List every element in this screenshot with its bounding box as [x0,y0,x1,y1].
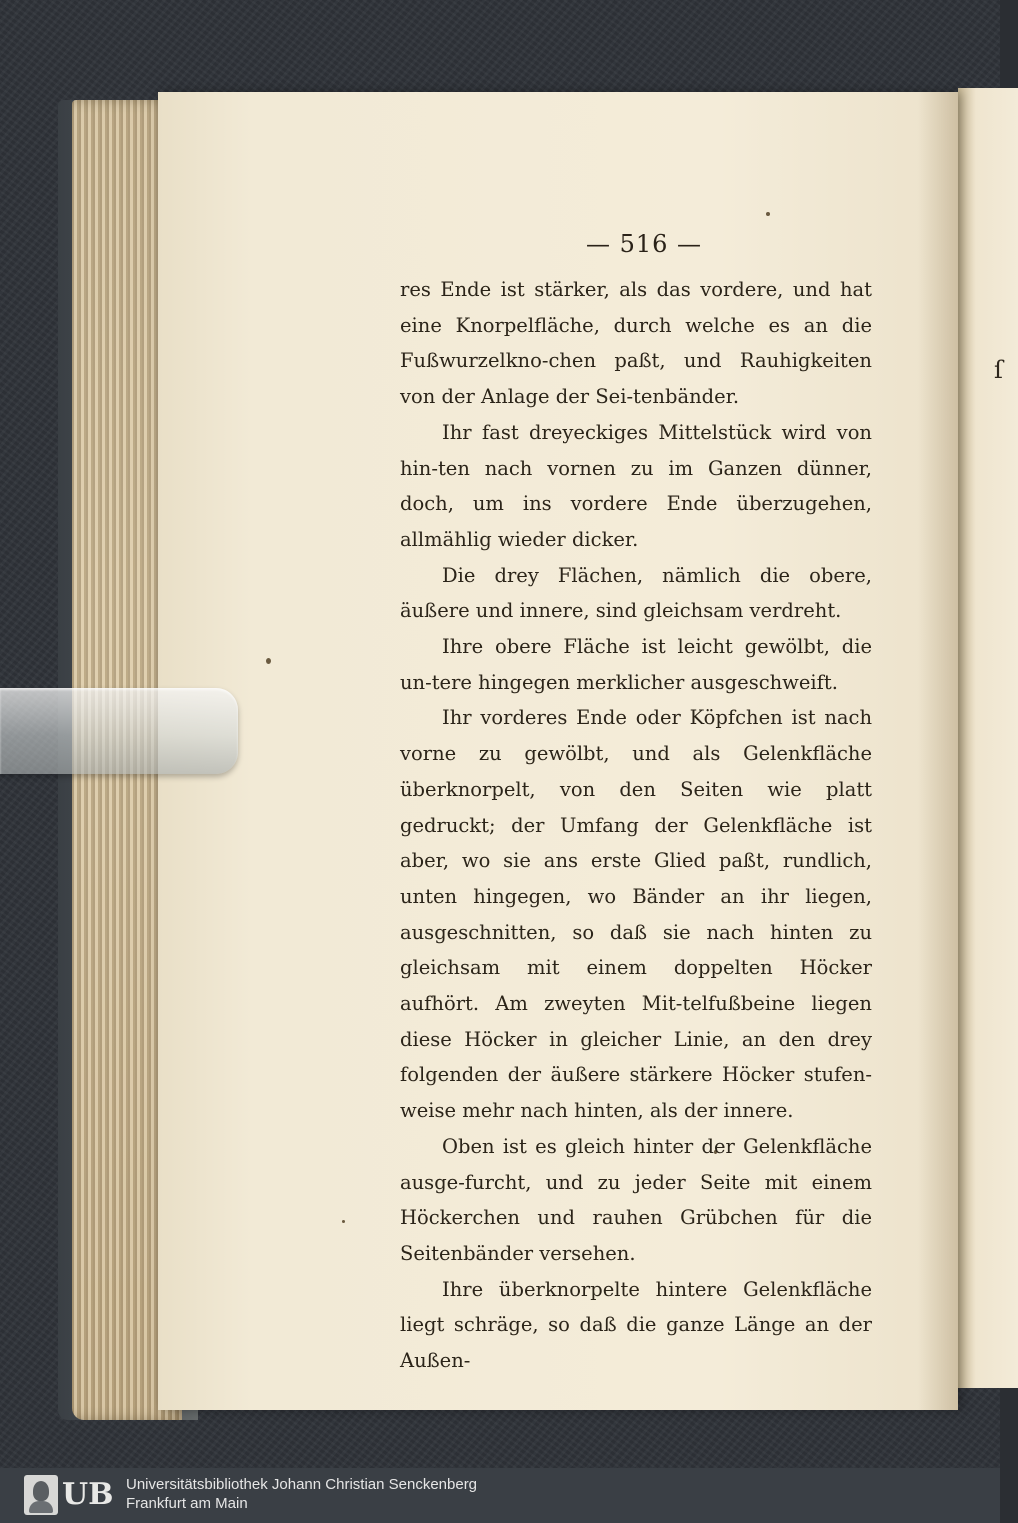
library-city: Frankfurt am Main [126,1495,248,1512]
paragraph: res Ende ist stärker, als das vordere, und hat eine Knorpelfläche, durch welche es an die Fußwurzelkno-chen paßt, und Rauhigkeiten von der Anlage der Sei-tenbänder. [400,278,872,409]
paper-speck [342,1220,345,1223]
paragraph: Ihr fast dreyeckiges Mittelstück wird von hin-ten nach vornen zu im Ganzen dünner, doch, um ins vordere Ende überzugehen, allmählig wieder dicker. [400,420,872,551]
clear-bookmark-strip [0,688,238,774]
facing-page-glyph: ſ [994,356,1003,384]
paragraph: Oben ist es gleich hinter der Gelenkfläche ausge-furcht, und zu jeder Seite mit einem Höckerchen und rauhen Grübchen für die Seitenbänder versehen. [400,1134,872,1265]
footer-bar [0,1468,1000,1523]
paper-speck [266,658,271,664]
paper-speck [766,212,770,216]
page-number: — 516 — [585,230,703,258]
library-name: Universitätsbibliothek Johann Christian Senckenberg [126,1476,478,1493]
facing-page-edge [958,88,1018,1388]
paragraph: Ihre obere Fläche ist leicht gewölbt, die un-tere hingegen merklicher ausgeschweift. [400,635,872,694]
page-body [400,272,872,1379]
paragraph: Die drey Flächen, nämlich die obere, äußere und innere, sind gleichsam verdreht. [400,563,872,623]
paragraph: Ihre überknorpelte hintere Gelenkfläche liegt schräge, so daß die ganze Länge an der Außen- [400,1277,872,1373]
library-portrait-icon [24,1475,58,1515]
paragraph: Ihr vorderes Ende oder Köpfchen ist nach vorne zu gewölbt, und als Gelenkfläche überknorpelt, von den Seiten wie platt gedruckt; der Umfang der Gelenkfläche ist aber, wo sie ans erste Glied paßt, rundlich, unten hingegen, wo Bänder an ihr liegen, ausgeschnitten, so daß sie nach hinten zu gleichsam mit einem doppelten Höcker aufhört. Am zweyten Mit-telfußbeine liegen diese Höcker in gleicher Linie, an den drey folgenden der äußere stärkere Höcker stufen-weise mehr nach hinten, als der innere. [400,706,872,1123]
library-logo: UB [62,1477,114,1512]
